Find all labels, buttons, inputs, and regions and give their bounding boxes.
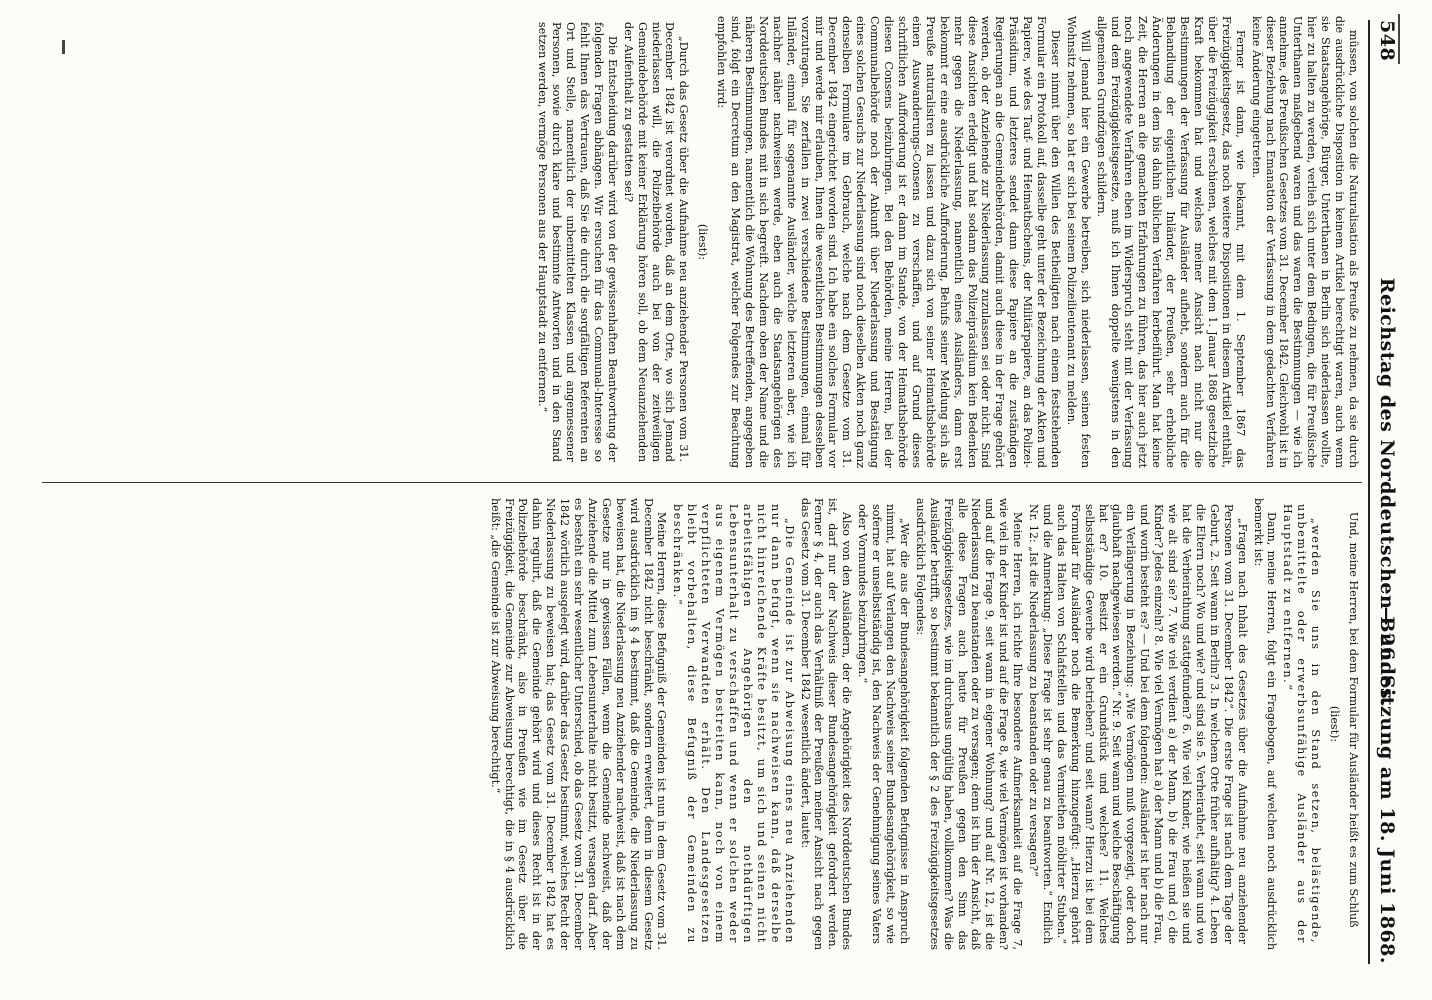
column-divider [42, 482, 1362, 483]
rotated-newspaper-page [28, 12, 1408, 972]
quoted-paragraph: „Durch das Gesetz über die Aufnahme neu anziehender Personen vom 31. December 1842 ist verordnet worden, daß an dem Orte, wo sich Jemand niederlassen will, die Polizeibehörde auch bei von der zeitweiligen Gemeindebehörde mit keiner Erklärung hören soll, ob dem Neuanziehenden der Aufenthalt zu gestatten sei? [621, 22, 691, 462]
paragraph: müssen, von solchen die Naturalisation als Preuße zu nehmen, da sie durch die ausdrückliche Disposition in keinem Artikel berechtigt waren, auch wenn sie Staatsangehörige, Bürger, Unterthanen in Berlin sich niederlassen wollte, hier zu halten zu werden, verlieh sich unter dem Bedingen, die für Preußische Unterthanen maßgebend waren und das waren die Bestimmungen — wie ich annehme, des Preußischen Gesetzes vom 31. December 1842. Gleichwohl ist in dieser Beziehung nach Emanation der Verfassung in dem gedachten Verfahren keine Änderung eingetreten. [1249, 16, 1360, 468]
paragraph: Meine Herren, diese Befugniß der Gemeinden ist nun in dem Gesetz vom 31. December 1842 nicht beschränkt, sondern erweitert, denn in diesem Gesetz wird ausdrücklich im § 4 bestimmt, daß die Gemeinde, die Niederlassung zu beweisen hat, die Niederlassung neu Anziehender nachweist, daß ist nach dem Gesetze nur in gewissen Fällen, wenn die Gemeinde nachweist, daß der Anziehende die Mittel zum Lebensunterhalte nicht besitzt, versagen darf. Aber es besteht ein sehr wesentlicher Unterschied, ob das Gesetz vom 31. December 1842 wörtlich ausgelegt wird, darüber das Gesetz bestimmt, welches Recht der Niederlassung zu beweisen hat; das Gesetz vom 31. December 1842 hat es dahin regulirt, daß die Gemeinde gehört wird und dieses Recht ist in der Polizeibehörde beschränkt, also in Preußen wie im Gesetz über die Freizügigkeit, die Gemeinde zur Abweisung berechtigt, die in § 4 ausdrücklich heißt: „die Gemeinde ist zur Abweisung berechtigt.“ [488, 498, 669, 950]
paragraph: Dann, meine Herren, folgt ein Fragebogen, auf welchen noch ausdrücklich bemerkt ist: [1251, 498, 1279, 950]
quoted-paragraph: „Die Gemeinde ist zur Abweisung eines neu Anziehenden nur dann befugt, wenn sie nachweisen kann, daß derselbe nicht hinreichende Kräfte besitzt, um sich und seinen nicht arbeitsfähigen Angehörigen den nothdürftigen Lebensunterhalt zu verschaffen und wenn er solchen weder aus eigenem Vermögen bestreiten kann, noch von einem verpflichteten Verwandten erhält. Den Landesgesetzen bleibt vorbehalten, diese Befugniß der Gemeinden zu beschränken.“ [671, 504, 796, 944]
page-title: Reichstag des Norddeutschen Bundes. [1376, 277, 1398, 707]
paragraph: Ferner ist dann, wie bekannt, mit dem 1. September 1867 das Freizügigkeitsgesetz, das noch weitere Dispositionen in diesem Artikel enthält, über die Freizügigkeit erschienen, welches mit dem 1. Januar 1868 gesetzliche Kraft bekommen hat und welches meiner Ansicht nach nicht nur die Bestimmungen der Verfassung für Ausländer aufhebt, sondern auch für die Behandlung der eigentlichen Inländer, der Preußen, sehr erhebliche Änderungen in dem bis dahin üblichen Verfahren herbeiführt. Man hat keine Zeit, die Herren an die gemachten Erfahrungen zu führen, das hier auch jetzt noch angewendete Verfahren eben im Widerspruch steht mit der Verfassung und dem Freizügigkeitsgesetze, muß ich Ihnen doppelte wenigstens in den allgemeinen Grundzügen schildern. [1094, 16, 1247, 468]
stage-direction: (liest): [1328, 705, 1342, 743]
paragraph: Also von den Ausländern, der die Angehörigkeit des Norddeutschen Bundes ist, darf nur der Nachweis dieser Bundesangehörigkeit gefordert werden. Ferner § 4, der auch das Verhältniß der Preußen meiner Ansicht nach gegen das Gesetz vom 31. December 1842 wesentlich ändert, lautet: [798, 498, 854, 950]
paragraph: Dieser nimmt über den Willen des Betheiligten nach einem feststehenden Formular ein Protokoll auf, dasselbe geht unter der Bezeichnung der Akten und Papiere, wie des Tauf- und Heimathscheins, der Militärpapiere, an das Polizei-Präsidium, und letzteres sendet dann diese Papiere an die zuständigen Regierungen an die Gemeindebehörden, damit auch diese in der Frage gehört werden, ob der Anziehende zur Niederlassung zuzulassen sei oder nicht. Sind diese Ansichten erledigt und hat sodann das Polizeipräsidium kein Bedenken mehr gegen die Niederlassung, namentlich eines Ausländers, dann erst bekommt er eine ausdrückliche Aufforderung, Behufs seiner Meldung sich als Preuße naturalisiren zu lassen und dazu sich von seiner Heimathsbehörde einen Auswanderungs-Consens zu verschaffen, und auf Grund dieses schriftlichen Aufforderung ist er dann im Stande, von der Heimathsbehörde diesen Consens beizubringen. Bei den Behörden, meine Herren, bei der Communalbehörde noch der Ankunft über Niederlassung und Bestätigung eines solchen Gesuchs zur Niederlassung sind noch dieselben Akten noch ganz denselben Formulare im Gebrauch, welche nach dem Gesetze vom 31. December 1842 eingerichtet worden sind. Ich habe ein solches Formular vor mir und werde mir erlauben, Ihnen die wesentlichen Bestimmungen desselben vorzutragen. Sie zerfallen in zwei verschiedene Bestimmungen, einmal für Inländer, einmal für sogenannte Ausländer, welche letzteren aber, wie ich nachher näher nachweisen werde, eben auch die Staatsangehörigen des Norddeutschen Bundes mit in sich begreift. Nachdem oben der Name und die näheren Bestimmungen, namentlich die Wohnung des Betreffenden, angegeben sind, folgt ein Decretum an den Magistrat, welcher Folgendes zur Beachtung empfohlen wird: [715, 16, 1062, 468]
right-column [40, 498, 1360, 950]
quoted-paragraph: „Wer die aus der Bundesangehörigkeit folgenden Befugnisse in Anspruch nimmt, hat auf Verlangen den Nachweis seiner Bundesangehörigkeit, so wie soferne er unselbstständig ist, den Nachweis der Genehmigung seines Vaters oder Vormundes beizubringen.“ [856, 504, 911, 944]
paragraph: Meine Herren, ich richte Ihre besondere Aufmerksamkeit auf die Frage 7, wie viel in der Kinder ist und auf die Frage 8, wie viel Vermögen ist vorhanden? und auf die Frage 9, seit wann in eigener Wohnung? und auf Nr. 12, ist die Niederlassung zu beanstanden oder zu versagen; denn ist hin der Ansicht, daß alle diese Fragen auch heute für Preußen gegen den Sinn das Freizügigkeitsgesetzes, wie im durchaus ungültig haben, vollkommen? Was die Ausländer betrifft, so bestimmt bekanntlich der § 2 des Freizügigkeitsgesetzes ausdrücklich Folgendes: [913, 498, 1025, 950]
scan-mark [1398, 14, 1400, 64]
quoted-paragraph: „werden Sie uns in den Stand setzen, belästigende, unbemittelte oder erwerbsunfähige Ausländer aus der Hauptstadt zu entfernen.“ [1281, 504, 1323, 944]
quoted-paragraph: Die Entscheidung darüber wird von der gewissenhaften Beantwortung der folgenden Fragen abhängen. Wir ersuchen für das Communal-Interesse so fehlt Ihnen das Vertrauen, daß Sie die durch die sorgfältigen Referenten an Ort und Stelle, namentlich der unbemittelten Klassen und angemessener Personen, sowie durch klare und bestimmte Antworten und in den Stand setzen werden, vermöge Personen aus der Hauptstadt zu entfernen.“ [536, 22, 619, 462]
left-column [40, 16, 1360, 468]
quoted-paragraph: „Fragen nach Inhalt des Gesetzes über die Aufnahme neu anziehender Personen vom 31. December 1842“. Die erste Frage ist nach dem Tage der Geburt, 2. Seit wann in Berlin? 3. In welchem Orte früher aufhältig? 4. Leben die Eltern noch? Wo und wie? und sind sie 5. Verheirathet, seit wann und wo hat die Verheirathung stattgefunden? 6. Wie viel Kinder, wie heißen sie und wie alt sind sie? 7. Wie viel verdient a) der Mann, b) die Frau und c) die Kinder? Jedes einzeln? 8. Wie viel Vermögen hat a) der Mann und b) die Frau, und worin besteht es? — Und bei dem folgenden: Ausländer ist hier nach nur ein Verlängerung in Beziehung: „Wie Vermögen muß vorgezeigt, oder doch glaubhaft nachgewiesen werden.“ Nr. 9. Seit wann und welche Beschäftigung hat er? 10. Besitzt er ein Grundstück und welches? 11. Welches selbstständige Gewerbe wird betrieben? und seit wann? Hierzu ist bei dem Formular für Ausländer noch die Bemerkung hinzugefügt: „Hierzu gehört auch das Halten von Schlafstellen und das Vermiethen möblirter Stuben.“ und die Anmerkung: „Diese Frage ist sehr genau zu beantworten.“ Endlich Nr. 12: „Ist die Niederlassung zu beanstanden oder zu versagen?“ [1027, 504, 1249, 944]
page-number: 548 [1376, 20, 1398, 62]
paragraph: Will Jemand hier ein Gewerbe betreiben, sich niederlassen, seinen festen Wohnsitz nehmen, so hat er sich bei seinem Polizeilieutenant zu melden. [1064, 16, 1092, 468]
session-line: — 26. Sitzung am 18. Juni 1868. [1376, 606, 1398, 964]
stage-direction: (liest): [696, 223, 710, 261]
paragraph: Und, meine Herren, bei dem Formular für Ausländer heißt es zum Schluß [1347, 512, 1360, 928]
scan-mark [62, 40, 65, 54]
page-header [1368, 20, 1400, 964]
